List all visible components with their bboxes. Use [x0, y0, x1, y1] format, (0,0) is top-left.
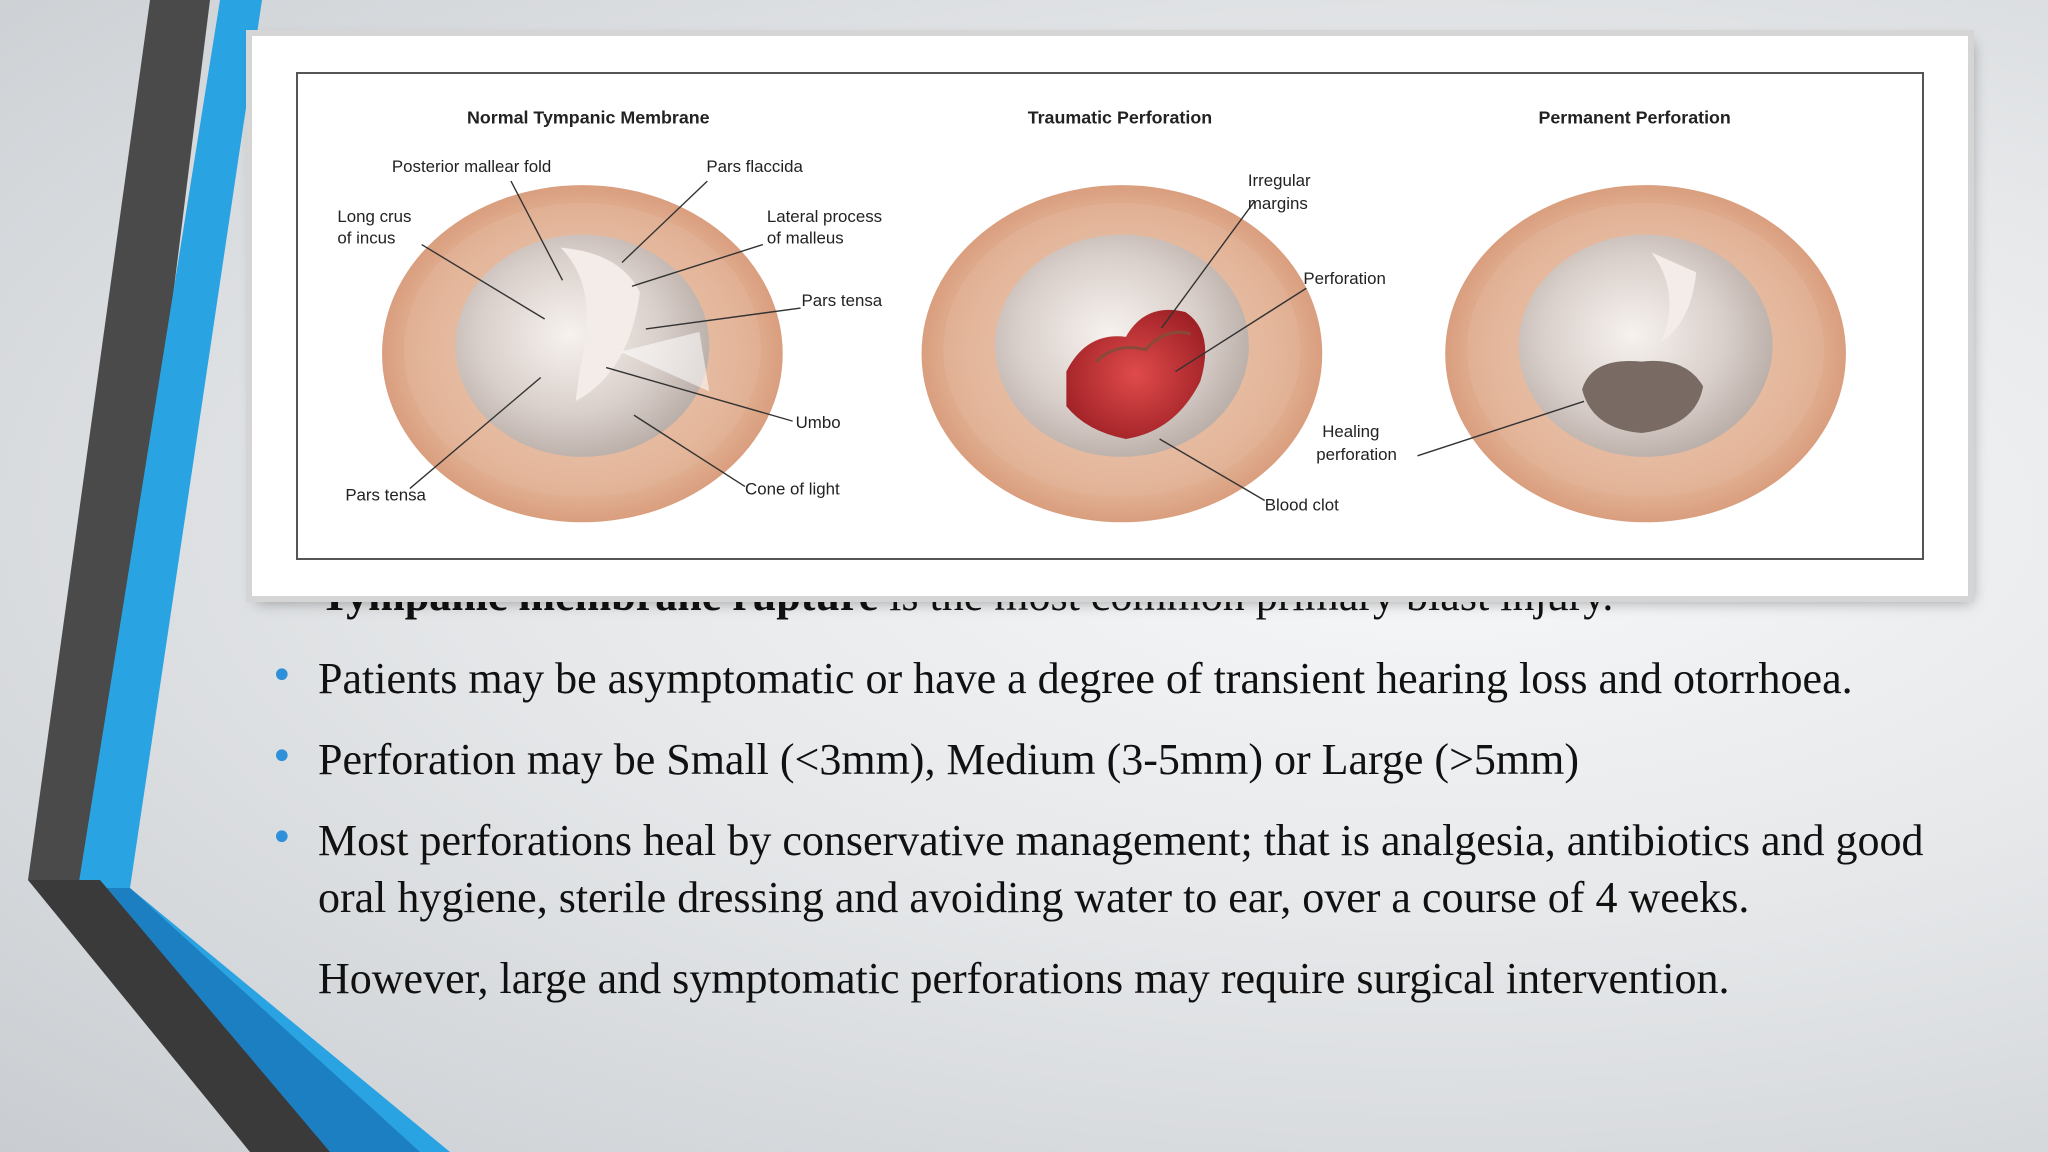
permanent-membrane-drawing [1445, 185, 1846, 522]
label-long-crus: Long crus [337, 206, 412, 226]
label-posterior-mallear-fold: Posterior mallear fold [391, 157, 552, 177]
label-umbo: Umbo [795, 413, 841, 433]
label-of-incus: of incus [337, 228, 396, 248]
figure-frame [296, 72, 1924, 560]
tympanic-membrane-illustration [298, 74, 1922, 558]
list-item: • Most perforations heal by conservative management; that is analgesia, antibiotics and good oral hygiene, sterile dressing and avoiding water to ear, over a course of 4 weeks. [270, 812, 1970, 926]
label-perforation-2: perforation [1316, 444, 1397, 464]
label-pars-tensa-right: Pars tensa [801, 291, 883, 311]
label-blood-clot: Blood clot [1264, 495, 1339, 515]
label-perforation: Perforation [1303, 269, 1386, 289]
label-healing: Healing [1322, 421, 1380, 441]
label-of-malleus: of malleus [766, 228, 844, 248]
figure-card [252, 36, 1968, 596]
list-item: • Patients may be asymptomatic or have a degree of transient hearing loss and otorrhoea. [270, 650, 1970, 707]
bullet-icon: • [270, 815, 294, 861]
label-pars-flaccida: Pars flaccida [706, 157, 803, 177]
heading-normal: Normal Tympanic Membrane [467, 107, 710, 128]
label-pars-tensa-left: Pars tensa [345, 485, 426, 505]
label-cone-of-light: Cone of light [745, 479, 840, 499]
list-item: • Perforation may be Small (<3mm), Medium (3-5mm) or Large (>5mm) [270, 731, 1970, 788]
bullet-icon: • [270, 734, 294, 780]
label-margins: margins [1247, 193, 1308, 213]
bullet-list [270, 650, 1970, 1031]
label-lateral-process: Lateral process [766, 206, 883, 226]
heading-permanent: Permanent Perforation [1538, 107, 1731, 128]
heading-traumatic: Traumatic Perforation [1027, 107, 1213, 128]
traumatic-membrane-drawing [922, 185, 1323, 522]
list-item: However, large and symptomatic perforations may require surgical intervention. [318, 954, 1730, 1003]
label-irregular: Irregular [1247, 171, 1311, 191]
bullet-icon: • [270, 653, 294, 699]
